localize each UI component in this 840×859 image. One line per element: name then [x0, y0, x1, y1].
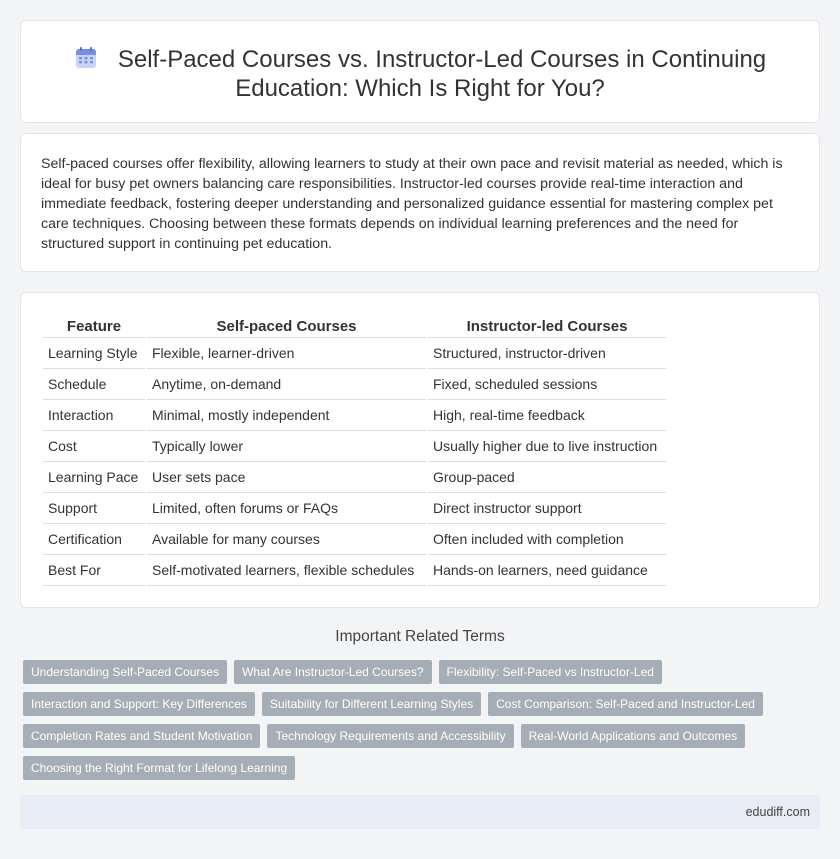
comparison-table-card: [20, 292, 820, 608]
table-cell: Hands-on learners, need guidance: [427, 554, 666, 585]
table-row: [43, 523, 666, 554]
related-term-tag[interactable]: Technology Requirements and Accessibility: [267, 724, 513, 748]
table-cell: Anytime, on-demand: [146, 368, 427, 399]
footer-site-link[interactable]: edudiff.com: [745, 805, 810, 819]
related-term-tag[interactable]: What Are Instructor-Led Courses?: [234, 660, 431, 684]
column-header-feature: Feature: [43, 315, 146, 337]
table-cell: Usually higher due to live instruction: [427, 430, 666, 461]
column-header-self-paced: Self-paced Courses: [146, 315, 427, 337]
table-row: [43, 430, 666, 461]
table-cell: User sets pace: [146, 461, 427, 492]
table-cell: Learning Pace: [43, 461, 146, 492]
table-cell: Available for many courses: [146, 523, 427, 554]
table-cell: Direct instructor support: [427, 492, 666, 523]
table-cell: Group-paced: [427, 461, 666, 492]
table-cell: Cost: [43, 430, 146, 461]
related-term-tag[interactable]: Real-World Applications and Outcomes: [521, 724, 746, 748]
table-cell: Self-motivated learners, flexible schedules: [146, 554, 427, 585]
page-title: Self-Paced Courses vs. Instructor-Led Courses in Continuing Education: Which Is Right for You?: [117, 46, 767, 102]
table-cell: Often included with completion: [427, 523, 666, 554]
table-cell: Typically lower: [146, 430, 427, 461]
related-term-tag[interactable]: Choosing the Right Format for Lifelong Learning: [23, 756, 295, 780]
title-card: [20, 20, 820, 123]
table-cell: High, real-time feedback: [427, 399, 666, 430]
related-term-tag[interactable]: Flexibility: Self-Paced vs Instructor-Led: [439, 660, 662, 684]
related-terms-heading: Important Related Terms: [335, 628, 505, 645]
table-cell: Certification: [43, 523, 146, 554]
calendar-icon: [74, 46, 98, 70]
table-row: [43, 337, 666, 368]
related-term-tag[interactable]: Cost Comparison: Self-Paced and Instructor-Led: [488, 692, 763, 716]
table-row: [43, 399, 666, 430]
table-cell: Minimal, mostly independent: [146, 399, 427, 430]
table-cell: Structured, instructor-driven: [427, 337, 666, 368]
related-term-tag[interactable]: Completion Rates and Student Motivation: [23, 724, 260, 748]
intro-paragraph: Self-paced courses offer flexibility, allowing learners to study at their own pace and revisit material as needed, which is ideal for busy pet owners balancing care responsibilities. Instructor-led courses provide real-time interaction and immediate feedback, fostering deeper understanding and personalized guidance essential for mastering complex pet care techniques. Choosing between these formats depends on individual learning preferences and the need for structured support in continuing pet education.: [41, 156, 783, 252]
related-term-tag[interactable]: Interaction and Support: Key Differences: [23, 692, 255, 716]
related-terms-list: [23, 660, 803, 780]
table-cell: Limited, often forums or FAQs: [146, 492, 427, 523]
table-cell: Flexible, learner-driven: [146, 337, 427, 368]
footer: [20, 795, 820, 829]
table-row: [43, 554, 666, 585]
table-cell: Interaction: [43, 399, 146, 430]
table-header-row: [43, 315, 666, 337]
column-header-instructor-led: Instructor-led Courses: [427, 315, 666, 337]
table-cell: Best For: [43, 554, 146, 585]
table-cell: Schedule: [43, 368, 146, 399]
related-term-tag[interactable]: Understanding Self-Paced Courses: [23, 660, 227, 684]
table-cell: Learning Style: [43, 337, 146, 368]
intro-card: [20, 133, 820, 272]
table-cell: Support: [43, 492, 146, 523]
table-cell: Fixed, scheduled sessions: [427, 368, 666, 399]
related-term-tag[interactable]: Suitability for Different Learning Styles: [262, 692, 481, 716]
comparison-table: [43, 315, 666, 586]
table-row: [43, 492, 666, 523]
table-row: [43, 461, 666, 492]
table-row: [43, 368, 666, 399]
page-title-wrap: [21, 45, 819, 103]
